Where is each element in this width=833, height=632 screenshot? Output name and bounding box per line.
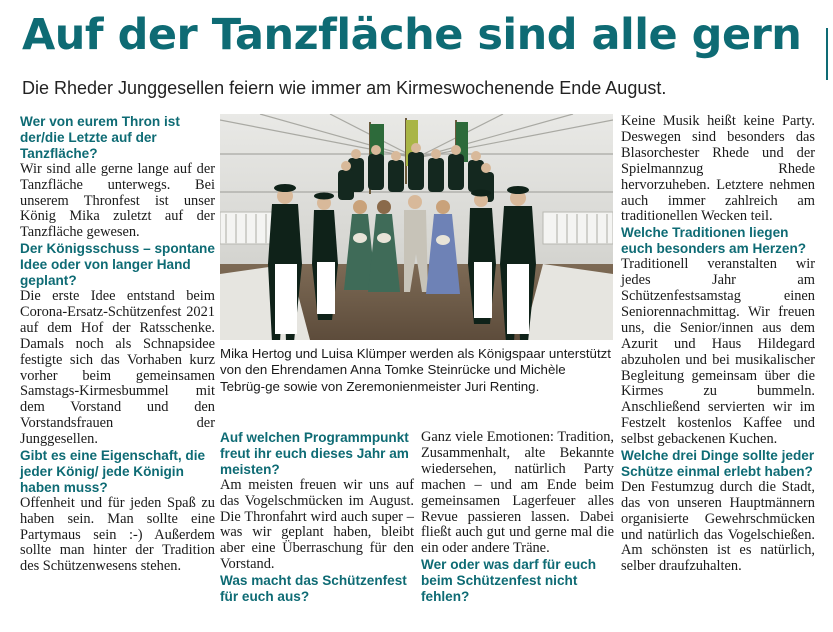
text-column-3 <box>421 430 614 605</box>
interview-question: Auf welchen Programmpunkt freut ihr euch dieses Jahr am meisten? <box>220 430 409 477</box>
text-column-2 <box>220 430 414 605</box>
interview-question: Welche drei Dinge sollte jeder Schütze einmal erlebt haben? <box>621 448 815 479</box>
interview-answer: Ganz viele Emotionen: Tradition, Zusammenhalt, alte Bekannte wiedersehen, natürlich Party machen – und am Ende beim gemeinsamen Lagerfeuer alles Revue passieren lassen. Dabei fließt auch gut und gerne mal die ein oder andere Träne. <box>421 429 614 557</box>
interview-question: Wer von eurem Thron ist der/die Letzte auf der Tanzfläche? <box>20 114 180 161</box>
photo-caption: Mika Hertog und Luisa Klümper werden als Königspaar unterstützt von den Ehrendamen Anna Tomke Steinrücke und Michèle Tebrüg-ge sowie von Zeremonienmeister Juri Renting. <box>220 346 611 394</box>
page-edge-mark <box>826 28 833 80</box>
interview-answer: Traditionell veranstalten wir jedes Jahr am Schützenfestsamstag einen Seniorennachmittag. Wir freuen uns, die Senior/innen aus dem Azurit und Haus Hildegard abzuholen und bei musikalischer Begleitung gemeinsam über die Kirmes zu bummeln. Anschließend servierten wir im Festzelt kostenlos Kaffee und selbst gebackenen Kuchen. <box>621 256 815 448</box>
interview-question: Gibt es eine Eigenschaft, die jeder König/ jede Königin haben muss? <box>20 448 206 495</box>
text-column-4 <box>621 114 815 575</box>
text-column-1 <box>20 114 215 575</box>
interview-answer: Am meisten freuen wir uns auf das Vogelschmücken im August. Die Thronfahrt wird auch super – was wir geplant haben, bleibt aber eine Überraschung für den Vorstand. <box>220 476 414 573</box>
interview-question: Welche Traditionen liegen euch besonders am Herzen? <box>621 225 807 257</box>
headline: Auf der Tanzfläche sind alle gern <box>22 10 802 60</box>
interview-answer: Die erste Idee entstand beim Corona-Ersatz-Schützenfest 2021 auf dem Hof der Ratsschenke. Damals noch als Schnapsidee festigte sich das Vorhaben kurz vorher beim gemeinsamen Samstags-Kirmesbummel mit dem Vorstand und den Vorstandsfrauen der Junggesellen. <box>20 287 215 448</box>
interview-answer: Wir sind alle gerne lange auf der Tanzfläche unterwegs. Bei unserem Thronfest ist unser König Mika zuletzt auf der Tanzfläche gewesen. <box>20 160 215 241</box>
subheadline: Die Rheder Junggesellen feiern wie immer am Kirmeswochenende Ende August. <box>22 78 667 98</box>
interview-answer: Offenheit und für jeden Spaß zu haben sein. Man sollte eine Partymaus sein :-) Außerdem sollte man hinter der Tradition des Schützenwesens stehen. <box>20 494 215 575</box>
interview-answer: Den Festumzug durch die Stadt, das von unseren Hauptmännern organisierte Gewehrschmücken und natürlich das Vogelschießen. Am schönsten ist es natürlich, selber draufzuhalten. <box>621 478 815 575</box>
interview-answer: Keine Musik heißt keine Party. Deswegen sind besonders das Blasorchester Rhede und der Spielmannzug Rhede hervorzuheben. Letztere nehmen auch immer zahlreich am traditionellen Wecken teil. <box>621 113 815 225</box>
interview-question: Wer oder was darf für euch beim Schützenfest nicht fehlen? <box>421 557 596 605</box>
interview-question: Was macht das Schützenfest für euch aus? <box>220 573 407 605</box>
group-photo <box>220 114 613 340</box>
interview-question: Der Königsschuss – spontane Idee oder von langer Hand geplant? <box>20 241 215 289</box>
